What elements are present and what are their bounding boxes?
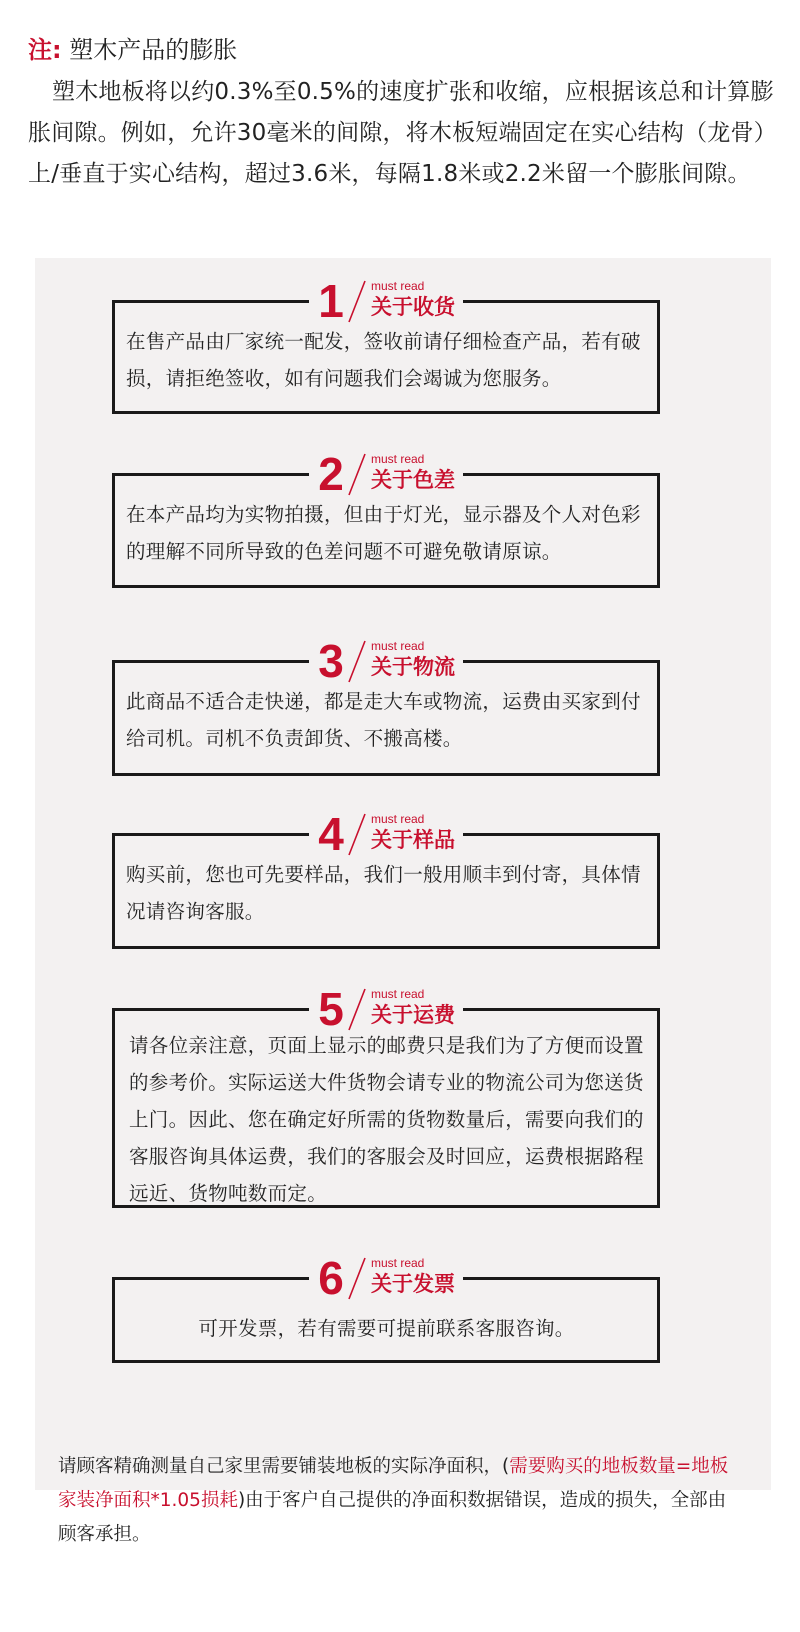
note-title: [28, 28, 778, 72]
section-number: 6: [318, 1252, 344, 1304]
note-title-text: 塑木产品的膨胀: [69, 36, 238, 64]
slash-divider-icon: [345, 278, 369, 324]
note-body: 塑木地板将以约0.3%至0.5%的速度扩张和收缩，应根据该总和计算膨胀间隙。例如，允许30毫米的间隙，将木板短端固定在实心结构（龙骨）上/垂直于实心结构，超过3.6米，每隔1.8米或2.2米留一个膨胀间隙。: [28, 79, 777, 187]
note-label: 注:: [28, 36, 62, 64]
section-title: 关于收货: [371, 295, 455, 319]
must-read-tag: must read: [371, 639, 425, 653]
slash-divider-icon: [345, 811, 369, 857]
section-header: [309, 1252, 463, 1304]
section-shipping-fee: [112, 983, 660, 1208]
section-text: 在售产品由厂家统一配发，签收前请仔细检查产品，若有破损，请拒绝签收，如有问题我们会竭诚为您服务。: [126, 330, 641, 390]
section-title: 关于发票: [371, 1272, 455, 1296]
section-text: 可开发票，若有需要可提前联系客服咨询。: [198, 1317, 575, 1340]
section-header: [309, 635, 463, 687]
section-number: 2: [318, 448, 344, 500]
slash-divider-icon: [345, 986, 369, 1032]
disclaimer-text-end: )由于客户自己提供的净面积数据错误，造成的损失，全部由顾客承担。: [58, 1490, 727, 1545]
must-read-panel: [35, 258, 771, 1490]
section-samples: [112, 808, 660, 949]
section-title: 关于物流: [371, 655, 455, 679]
expansion-note: [28, 28, 778, 195]
section-number: 1: [318, 275, 344, 327]
section-header: [309, 448, 463, 500]
must-read-tag: must read: [371, 279, 425, 293]
section-title: 关于运费: [371, 1003, 455, 1027]
must-read-tag: must read: [371, 812, 425, 826]
measurement-disclaimer: [58, 1450, 738, 1552]
section-color-difference: [112, 448, 660, 588]
section-title: 关于色差: [371, 468, 455, 492]
section-text: 此商品不适合走快递，都是走大车或物流，运费由买家到付给司机。司机不负责卸货、不搬高楼。: [126, 690, 641, 750]
section-header: [309, 983, 463, 1035]
section-text: 购买前，您也可先要样品，我们一般用顺丰到付寄，具体情况请咨询客服。: [126, 863, 641, 923]
slash-divider-icon: [345, 638, 369, 684]
disclaimer-highlight: 需要购买的地板数量=地板家装净面积*1.05损耗: [58, 1456, 729, 1511]
slash-divider-icon: [345, 451, 369, 497]
must-read-tag: must read: [371, 452, 425, 466]
section-invoice: [112, 1252, 660, 1363]
section-number: 5: [318, 983, 344, 1035]
section-receiving: [112, 275, 660, 414]
must-read-tag: must read: [371, 1256, 425, 1270]
section-title: 关于样品: [371, 828, 455, 852]
slash-divider-icon: [345, 1255, 369, 1301]
disclaimer-text-start: 请顾客精确测量自己家里需要铺装地板的实际净面积，(: [58, 1456, 510, 1477]
section-text: 请各位亲注意，页面上显示的邮费只是我们为了方便而设置的参考价。实际运送大件货物会请专业的物流公司为您送货上门。因此、您在确定好所需的货物数量后，需要向我们的客服咨询具体运费，我们的客服会及时回应，运费根据路程远近、货物吨数而定。: [129, 1034, 644, 1205]
section-text: 在本产品均为实物拍摄，但由于灯光，显示器及个人对色彩的理解不同所导致的色差问题不可避免敬请原谅。: [126, 503, 641, 563]
must-read-tag: must read: [371, 987, 425, 1001]
section-logistics: [112, 635, 660, 776]
section-header: [309, 808, 463, 860]
section-number: 3: [318, 635, 344, 687]
section-number: 4: [318, 808, 344, 860]
section-header: [309, 275, 463, 327]
